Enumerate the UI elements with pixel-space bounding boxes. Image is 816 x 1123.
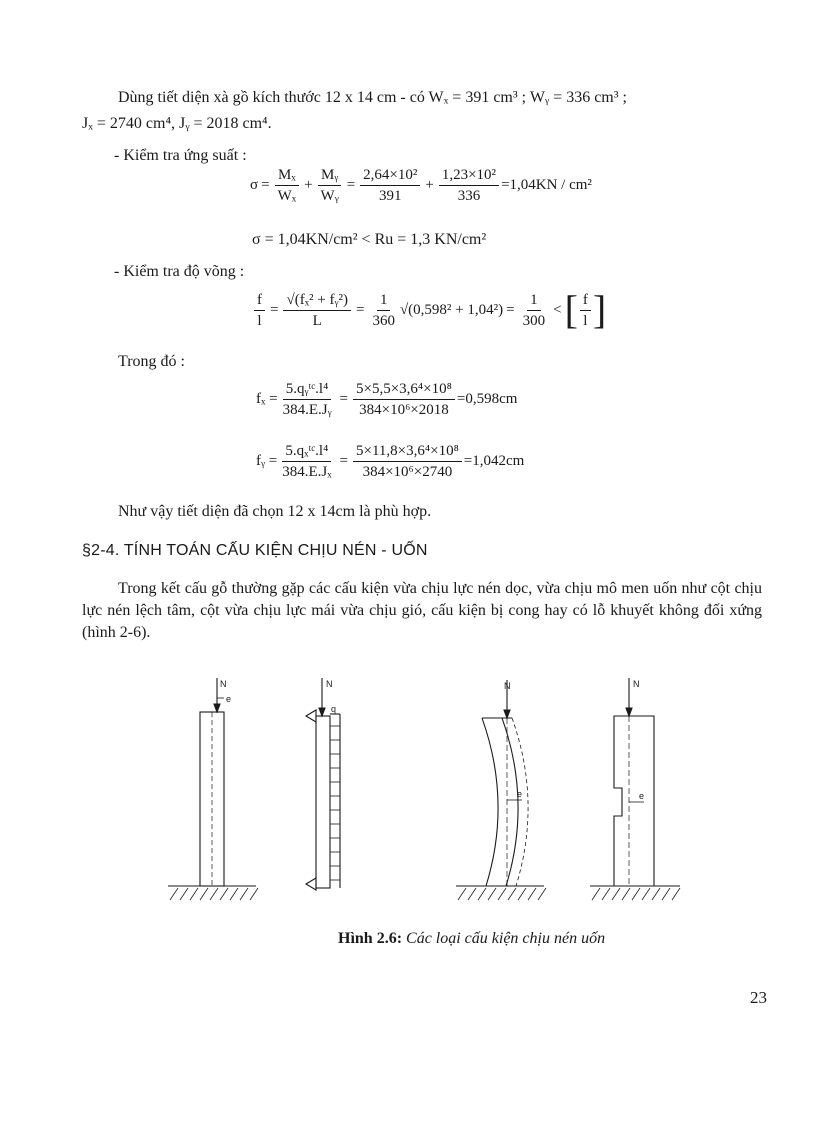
sqrt-expression: √(0,598² + 1,04²) [399,301,504,318]
fy-formula: fᵧ = $\frac{\text{5.qₓᵗᶜ.l⁴}}{\text{384.E.Jₓ}}$ = $\frac{\text{5×11,8×3,6⁴×10⁸}}{\text{384×10⁶×2740}}$ =1,042cm [256,443,525,480]
stress-formula: σ = $\frac{\text{Mₓ}}{\text{Wₓ}}$ + $\frac{\text{Mᵧ}}{\text{Wᵧ}}$ = $\frac{\text{2,64×10²}}{391}$ + $\frac{\text{1,23×10²}}{336}$ =1,04KN / cm² [250,167,592,204]
column-eccentric [168,678,258,900]
intro-line-2: Jₓ = 2740 cm⁴, Jᵧ = 2018 cm⁴. [82,115,272,132]
label-n-4: N [633,679,640,689]
section-heading: §2-4. TÍNH TOÁN CẤU KIỆN CHỊU NÉN - UỐN [82,542,428,559]
caption-text: Các loại cấu kiện chịu nén uốn [406,930,606,947]
sqrt-over-l: $\frac{\text{√(fₓ² + fᵧ²)}}{L}$ [283,291,351,330]
caption-label: Hình 2.6: [338,930,403,947]
fy-result: =1,042cm [463,453,525,469]
my-over-wy: $\frac{\text{Mᵧ}}{\text{Wᵧ}}$ [318,166,342,205]
label-e-1: e [226,694,232,704]
deflection-formula: $\frac{f}{l}$ = $\frac{\text{√(fₓ² + fᵧ²)}}{L}$ = $\frac{1}{360}$ √(0,598² + 1,04²) = $\frac{1}{300}$ < [ $\frac{f}{l}$ ] [252,290,606,330]
intro-line-1: Dùng tiết diện xà gồ kích thước 12 x 14 cm - có Wₓ = 391 cm³ ; Wᵧ = 336 cm³ ; [118,89,627,106]
stress-result: =1,04KN / cm² [501,177,592,193]
figure-2-6 [160,670,700,920]
one-over-300: $\frac{1}{300}$ [522,291,546,329]
label-n-2: N [326,679,333,689]
fy-symbolic: $\frac{\text{5.qₓᵗᶜ.l⁴}}{\text{384.E.Jₓ}}$ [282,443,332,480]
fx-symbolic: $\frac{\text{5.qᵧᵗᶜ.l⁴}}{\text{384.E.Jᵧ}}$ [282,381,332,418]
conclusion: Như vậy tiết diện đã chọn 12 x 14cm là phù hợp. [118,503,432,520]
fx-lhs: fₓ = [256,391,278,407]
fx-result: =0,598cm [456,391,518,407]
figure-caption [338,930,605,948]
mx-over-wx: $\frac{\text{Mₓ}}{\text{Wₓ}}$ [275,166,300,205]
label-e-4: e [639,791,645,801]
less-than: < [553,301,562,318]
fy-lhs: fᵧ = [256,453,278,469]
stress-term-2: $\frac{\text{1,23×10²}}{336}$ [439,166,499,205]
label-e-3: e [517,789,523,799]
one-over-360: $\frac{1}{360}$ [372,291,395,329]
page-number: 23 [750,988,767,1007]
stress-compare: σ = 1,04KN/cm² < Ru = 1,3 KN/cm² [252,231,487,248]
deflection-check-label: - Kiểm tra độ võng : [114,263,245,280]
stress-term-1: $\frac{\text{2,64×10²}}{391}$ [360,166,420,205]
fy-numeric: $\frac{\text{5×11,8×3,6⁴×10⁸}}{\text{384×10⁶×2740}}$ [353,442,462,481]
fx-numeric: $\frac{\text{5×5,5×3,6⁴×10⁸}}{\text{384×10⁶×2018}}$ [353,380,455,419]
f-over-l: $\frac{f}{l}$ [254,291,265,330]
stress-check-label: - Kiểm tra ứng suất : [114,147,247,164]
column-curved [456,680,546,900]
column-notched [590,678,680,900]
allowable-ratio: [ $\frac{f}{l}$ ] [564,287,607,332]
where-label: Trong đó : [118,353,185,370]
label-q: q [331,704,337,714]
section-paragraph: Trong kết cấu gỗ thường gặp các cấu kiện vừa chịu lực nén dọc, vừa chịu mô men uốn như cột chịu lực nén lệch tâm, cột vừa chịu lực mái vừa chịu gió, cấu kiện bị cong hay có lỗ khuyết không đối xứng (hình 2-6). [82,580,762,641]
label-n-3: N [504,681,511,691]
fx-formula: fₓ = $\frac{\text{5.qᵧᵗᶜ.l⁴}}{\text{384.E.Jᵧ}}$ = $\frac{\text{5×5,5×3,6⁴×10⁸}}{\text{384×10⁶×2018}}$ =0,598cm [256,381,518,418]
sigma-symbol: σ [250,177,259,193]
label-n-1: N [220,679,227,689]
